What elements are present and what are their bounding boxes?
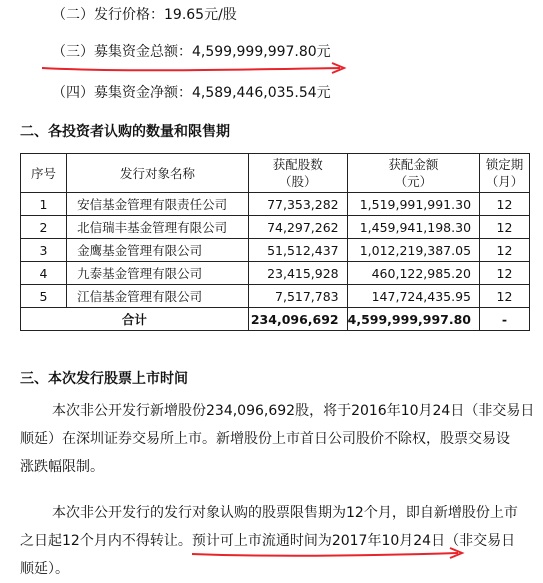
para2-line2: 之日起12个月内不得转让。预计可上市流通时间为2017年10月24日（非交易日 (20, 533, 516, 549)
total-label: 合计 (21, 308, 249, 331)
row-lockup: 12 (480, 193, 530, 216)
row-name: 江信基金管理有限公司 (67, 285, 249, 308)
table-row (21, 193, 530, 216)
row-lockup: 12 (480, 262, 530, 285)
total-shares: 234,096,692 (248, 308, 347, 331)
section2-title: 二、各投资者认购的数量和限售期 (20, 124, 230, 140)
row-seq: 1 (21, 193, 67, 216)
row-shares: 7,517,783 (248, 285, 347, 308)
allocation-table (20, 153, 530, 331)
para2-line1: 本次非公开发行的发行对象认购的股票限售期为12个月，即自新增股份上市 (52, 505, 518, 521)
total-amount: 4,599,999,997.80 (347, 308, 479, 331)
row-seq: 5 (21, 285, 67, 308)
table-row (21, 239, 530, 262)
issue-price-line: （二）发行价格：19.65元/股 (52, 7, 237, 23)
section3-title: 三、本次发行股票上市时间 (20, 371, 188, 387)
row-amount: 1,012,219,387.05 (347, 239, 479, 262)
row-lockup: 12 (480, 285, 530, 308)
row-shares: 23,415,928 (248, 262, 347, 285)
table-header-row (21, 154, 530, 193)
row-name: 北信瑞丰基金管理有限公司 (67, 216, 249, 239)
row-shares: 77,353,282 (248, 193, 347, 216)
row-amount: 1,459,941,198.30 (347, 216, 479, 239)
row-seq: 3 (21, 239, 67, 262)
net-proceeds-line: （四）募集资金净额：4,589,446,035.54元 (52, 85, 331, 101)
header-amount: 获配金额 （元） (347, 154, 479, 193)
header-seq: 序号 (21, 154, 67, 193)
para1-line1: 本次非公开发行新增股份234,096,692股，将于2016年10月24日（非交易日 (52, 403, 535, 419)
row-seq: 4 (21, 262, 67, 285)
para1-line2: 顺延）在深圳证券交易所上市。新增股份上市首日公司股价不除权，股票交易设 (20, 431, 510, 447)
total-lockup: - (480, 308, 530, 331)
header-lockup: 锁定期 （月） (480, 154, 530, 193)
header-shares: 获配股数 （股） (248, 154, 347, 193)
row-amount: 147,724,435.95 (347, 285, 479, 308)
gross-proceeds-line: （三）募集资金总额：4,599,999,997.80元 (52, 44, 331, 60)
row-amount: 460,122,985.20 (347, 262, 479, 285)
row-seq: 2 (21, 216, 67, 239)
red-annotation-arrow-2 (190, 546, 470, 564)
row-name: 九泰基金管理有限公司 (67, 262, 249, 285)
para2-line3: 顺延）。 (20, 561, 69, 577)
red-annotation-arrow-1 (40, 60, 350, 78)
row-name: 安信基金管理有限责任公司 (67, 193, 249, 216)
table-row (21, 216, 530, 239)
row-lockup: 12 (480, 239, 530, 262)
para1-line3: 涨跌幅限制。 (20, 459, 104, 475)
table-total-row (21, 308, 530, 331)
row-lockup: 12 (480, 216, 530, 239)
header-name: 发行对象名称 (67, 154, 249, 193)
table-row (21, 262, 530, 285)
row-shares: 74,297,262 (248, 216, 347, 239)
row-shares: 51,512,437 (248, 239, 347, 262)
row-amount: 1,519,991,991.30 (347, 193, 479, 216)
table-row (21, 285, 530, 308)
row-name: 金鹰基金管理有限公司 (67, 239, 249, 262)
